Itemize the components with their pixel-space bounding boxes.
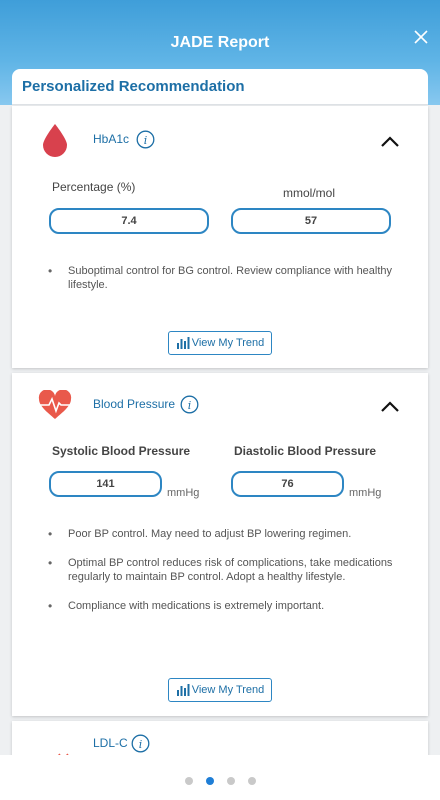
- page-title: JADE Report: [170, 34, 270, 51]
- systolic-field[interactable]: 141: [49, 471, 162, 497]
- section-header: [12, 69, 428, 105]
- blood-pressure-card: [12, 373, 428, 716]
- bp-recommendations: [48, 527, 408, 613]
- info-icon[interactable]: [136, 130, 155, 149]
- hba1c-percentage-field[interactable]: 7.4: [49, 208, 209, 234]
- systolic-label: Systolic Blood Pressure: [52, 444, 191, 458]
- view-trend-button[interactable]: View My Trend: [168, 331, 272, 355]
- page-dot[interactable]: [248, 777, 256, 785]
- info-icon[interactable]: [131, 734, 150, 753]
- page-dot-active[interactable]: [206, 777, 214, 785]
- metric-name-blood-pressure: Blood Pressure: [93, 397, 176, 411]
- svg-text:i: i: [143, 134, 148, 147]
- systolic-unit: mmHg: [167, 487, 200, 499]
- metric-name-ldl: LDL-C: [93, 736, 128, 750]
- chevron-up-icon[interactable]: [380, 399, 400, 413]
- view-trend-button[interactable]: View My Trend: [168, 678, 272, 702]
- list-item: • Poor BP control. May need to adjust BP lowering regimen.: [48, 527, 352, 541]
- diastolic-label: Diastolic Blood Pressure: [234, 444, 377, 458]
- section-title: Personalized Recommendation: [22, 78, 245, 95]
- percentage-label: Percentage (%): [52, 180, 136, 194]
- blood-drop-icon: [42, 123, 68, 157]
- heart-pulse-icon: [38, 390, 72, 420]
- diastolic-field[interactable]: 76: [231, 471, 344, 497]
- hba1c-recommendations: [48, 264, 408, 292]
- page-indicator: [185, 777, 269, 785]
- mmol-label: mmol/mol: [283, 186, 336, 200]
- svg-text:i: i: [187, 399, 192, 412]
- close-icon: [410, 26, 432, 48]
- list-item: • Optimal BP control reduces risk of complications, take medications regularly to maintain BP control. Adopt a healthy lifestyle.: [48, 556, 393, 583]
- page-dot[interactable]: [227, 777, 235, 785]
- hba1c-mmol-field[interactable]: 57: [231, 208, 391, 234]
- chevron-up-icon[interactable]: [380, 134, 400, 148]
- pagination-footer: [0, 755, 440, 800]
- metric-name-hba1c: HbA1c: [93, 132, 130, 146]
- bar-chart-icon: [176, 337, 190, 349]
- list-item: • Suboptimal control for BG control. Review compliance with healthy lifestyle.: [48, 264, 393, 291]
- list-item: • Compliance with medications is extremely important.: [48, 599, 325, 613]
- close-button[interactable]: [410, 26, 432, 48]
- svg-text:i: i: [138, 738, 143, 751]
- diastolic-unit: mmHg: [349, 487, 382, 499]
- page-dot[interactable]: [185, 777, 193, 785]
- bar-chart-icon: [176, 684, 190, 696]
- hba1c-card: [12, 106, 428, 368]
- info-icon[interactable]: [180, 395, 199, 414]
